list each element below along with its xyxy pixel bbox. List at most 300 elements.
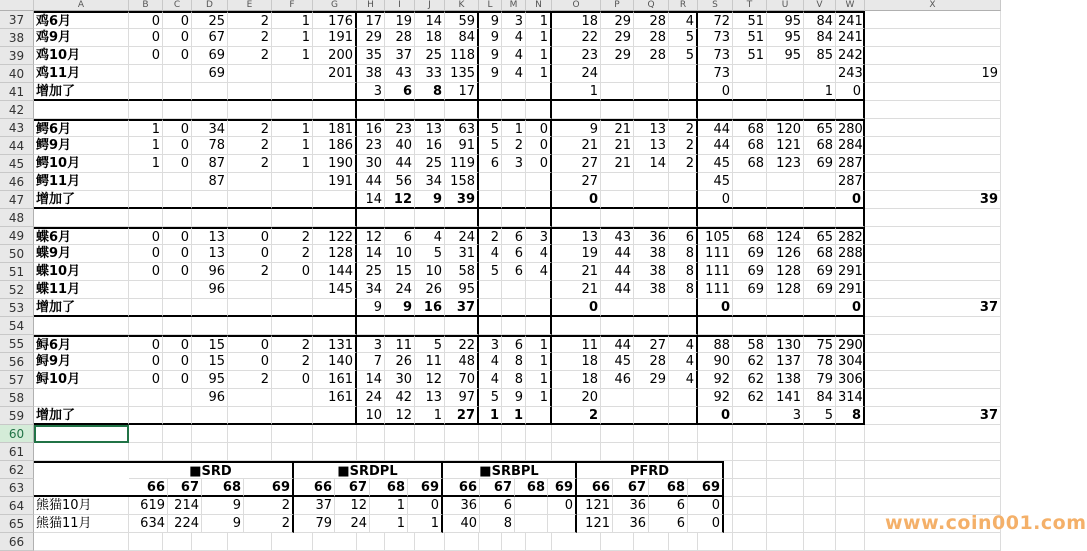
- cell-g57[interactable]: 161: [313, 371, 357, 389]
- cell-v48[interactable]: [804, 209, 836, 227]
- cell-o41[interactable]: 1: [552, 83, 601, 101]
- cell-f52[interactable]: [272, 281, 313, 299]
- cell-c60[interactable]: [163, 425, 192, 443]
- cell-v58[interactable]: 84: [804, 389, 836, 407]
- cell-x57[interactable]: [865, 371, 1001, 389]
- cell-l49[interactable]: 2: [479, 227, 502, 245]
- cell-g41[interactable]: [313, 83, 357, 101]
- cell-d42[interactable]: [192, 101, 228, 119]
- cell-m44[interactable]: 2: [502, 137, 526, 155]
- cell-l46[interactable]: [479, 173, 502, 191]
- cell-l55[interactable]: 3: [479, 335, 502, 353]
- cell-l47[interactable]: [479, 191, 502, 209]
- cell-q49[interactable]: 36: [634, 227, 669, 245]
- cell-o52[interactable]: 21: [552, 281, 601, 299]
- cell-g42[interactable]: [313, 101, 357, 119]
- cell-k39[interactable]: 118: [445, 47, 479, 65]
- cell-i43[interactable]: 23: [385, 119, 415, 137]
- cell-w55[interactable]: 290: [836, 335, 865, 353]
- cell-i51[interactable]: 15: [385, 263, 415, 281]
- cell-g51[interactable]: 144: [313, 263, 357, 281]
- cell-g58[interactable]: 161: [313, 389, 357, 407]
- cell-c57[interactable]: 0: [163, 371, 192, 389]
- cell-q46[interactable]: [634, 173, 669, 191]
- cell-b54[interactable]: [129, 317, 163, 335]
- cell-c50[interactable]: 0: [163, 245, 192, 263]
- cell-u60[interactable]: [767, 425, 804, 443]
- cell-x39[interactable]: [865, 47, 1001, 65]
- cell-k66[interactable]: [445, 533, 479, 551]
- cell-n43[interactable]: 0: [526, 119, 552, 137]
- cell-w56[interactable]: 304: [836, 353, 865, 371]
- select-all-corner[interactable]: [0, 0, 34, 11]
- cell-e58[interactable]: [228, 389, 272, 407]
- cell-h46[interactable]: 44: [357, 173, 385, 191]
- cell-c55[interactable]: 0: [163, 335, 192, 353]
- cell-u56[interactable]: 137: [767, 353, 804, 371]
- cell-g39[interactable]: 200: [313, 47, 357, 65]
- cell-s51[interactable]: 111: [698, 263, 733, 281]
- cell-u65[interactable]: [767, 515, 804, 533]
- cell-f37[interactable]: 1: [272, 11, 313, 29]
- cell-x49[interactable]: [865, 227, 1001, 245]
- row-header-51[interactable]: 51: [0, 263, 34, 281]
- column-header-h[interactable]: H: [357, 0, 385, 11]
- cell-t53[interactable]: [733, 299, 767, 317]
- cell-t41[interactable]: [733, 83, 767, 101]
- cell-v62[interactable]: [804, 461, 836, 479]
- cell-o61[interactable]: [552, 443, 601, 461]
- cell-e43[interactable]: 2: [228, 119, 272, 137]
- cell-e50[interactable]: 0: [228, 245, 272, 263]
- row-header-61[interactable]: 61: [0, 443, 34, 461]
- cell-m41[interactable]: [502, 83, 526, 101]
- row-header-62[interactable]: 62: [0, 461, 34, 479]
- cell-l39[interactable]: 9: [479, 47, 502, 65]
- cell-b61[interactable]: [129, 443, 163, 461]
- cell-q53[interactable]: [634, 299, 669, 317]
- cell-o54[interactable]: [552, 317, 601, 335]
- cell-b45[interactable]: 1: [129, 155, 163, 173]
- cell-b51[interactable]: 0: [129, 263, 163, 281]
- cell-q50[interactable]: 38: [634, 245, 669, 263]
- cell-j42[interactable]: [415, 101, 445, 119]
- cell-o57[interactable]: 18: [552, 371, 601, 389]
- cell-o43[interactable]: 9: [552, 119, 601, 137]
- column-header-w[interactable]: W: [836, 0, 865, 11]
- cell-u49[interactable]: 124: [767, 227, 804, 245]
- cell-v52[interactable]: 69: [804, 281, 836, 299]
- cell-b42[interactable]: [129, 101, 163, 119]
- cell-d44[interactable]: 78: [192, 137, 228, 155]
- row-header-37[interactable]: 37: [0, 11, 34, 29]
- column-header-j[interactable]: J: [415, 0, 445, 11]
- cell-i58[interactable]: 42: [385, 389, 415, 407]
- cell-n39[interactable]: 1: [526, 47, 552, 65]
- cell-l57[interactable]: 4: [479, 371, 502, 389]
- cell-l61[interactable]: [479, 443, 502, 461]
- cell-m56[interactable]: 8: [502, 353, 526, 371]
- cell-u51[interactable]: 128: [767, 263, 804, 281]
- cell-r52[interactable]: 8: [669, 281, 698, 299]
- cell-s47[interactable]: 0: [698, 191, 733, 209]
- cell-c52[interactable]: [163, 281, 192, 299]
- cell-c44[interactable]: 0: [163, 137, 192, 155]
- cell-d57[interactable]: 95: [192, 371, 228, 389]
- cell-e55[interactable]: 0: [228, 335, 272, 353]
- cell-o53[interactable]: 0: [552, 299, 601, 317]
- cell-n41[interactable]: [526, 83, 552, 101]
- cell-m54[interactable]: [502, 317, 526, 335]
- cell-l59[interactable]: 1: [479, 407, 502, 425]
- cell-w46[interactable]: 287: [836, 173, 865, 191]
- cell-k54[interactable]: [445, 317, 479, 335]
- cell-r51[interactable]: 8: [669, 263, 698, 281]
- cell-b55[interactable]: 0: [129, 335, 163, 353]
- row-header-42[interactable]: 42: [0, 101, 34, 119]
- cell-u53[interactable]: [767, 299, 804, 317]
- cell-a39[interactable]: 鸡10月: [34, 47, 129, 65]
- cell-x45[interactable]: [865, 155, 1001, 173]
- cell-q54[interactable]: [634, 317, 669, 335]
- cell-f66[interactable]: [272, 533, 313, 551]
- cell-k47[interactable]: 39: [445, 191, 479, 209]
- cell-i41[interactable]: 6: [385, 83, 415, 101]
- cell-o47[interactable]: 0: [552, 191, 601, 209]
- cell-w62[interactable]: [836, 461, 865, 479]
- cell-x37[interactable]: [865, 11, 1001, 29]
- cell-x58[interactable]: [865, 389, 1001, 407]
- column-header-d[interactable]: D: [192, 0, 228, 11]
- cell-w54[interactable]: [836, 317, 865, 335]
- cell-p47[interactable]: [601, 191, 634, 209]
- cell-o39[interactable]: 23: [552, 47, 601, 65]
- cell-r39[interactable]: 5: [669, 47, 698, 65]
- cell-j51[interactable]: 10: [415, 263, 445, 281]
- cell-w42[interactable]: [836, 101, 865, 119]
- cell-j44[interactable]: 16: [415, 137, 445, 155]
- cell-l56[interactable]: 4: [479, 353, 502, 371]
- cell-q56[interactable]: 28: [634, 353, 669, 371]
- cell-x42[interactable]: [865, 101, 1001, 119]
- cell-m61[interactable]: [502, 443, 526, 461]
- cell-b40[interactable]: [129, 65, 163, 83]
- cell-w47[interactable]: 0: [836, 191, 865, 209]
- cell-w50[interactable]: 288: [836, 245, 865, 263]
- cell-x40[interactable]: 19: [865, 65, 1001, 83]
- cell-n44[interactable]: 0: [526, 137, 552, 155]
- cell-i49[interactable]: 6: [385, 227, 415, 245]
- cell-m51[interactable]: 6: [502, 263, 526, 281]
- cell-p46[interactable]: [601, 173, 634, 191]
- cell-s38[interactable]: 73: [698, 29, 733, 47]
- cell-e53[interactable]: [228, 299, 272, 317]
- cell-l50[interactable]: 4: [479, 245, 502, 263]
- cell-j52[interactable]: 26: [415, 281, 445, 299]
- cell-p44[interactable]: 21: [601, 137, 634, 155]
- cell-q48[interactable]: [634, 209, 669, 227]
- cell-a43[interactable]: 鳄6月: [34, 119, 129, 137]
- cell-q41[interactable]: [634, 83, 669, 101]
- cell-o60[interactable]: [552, 425, 601, 443]
- column-header-u[interactable]: U: [767, 0, 804, 11]
- cell-f61[interactable]: [272, 443, 313, 461]
- cell-m49[interactable]: 6: [502, 227, 526, 245]
- cell-j53[interactable]: 16: [415, 299, 445, 317]
- cell-q42[interactable]: [634, 101, 669, 119]
- cell-x48[interactable]: [865, 209, 1001, 227]
- cell-h58[interactable]: 24: [357, 389, 385, 407]
- cell-x46[interactable]: [865, 173, 1001, 191]
- cell-h52[interactable]: 34: [357, 281, 385, 299]
- cell-g46[interactable]: 191: [313, 173, 357, 191]
- cell-u39[interactable]: 95: [767, 47, 804, 65]
- cell-i47[interactable]: 12: [385, 191, 415, 209]
- cell-m60[interactable]: [502, 425, 526, 443]
- cell-p48[interactable]: [601, 209, 634, 227]
- cell-f53[interactable]: [272, 299, 313, 317]
- cell-p50[interactable]: 44: [601, 245, 634, 263]
- cell-s50[interactable]: 111: [698, 245, 733, 263]
- cell-a46[interactable]: 鳄11月: [34, 173, 129, 191]
- cell-e66[interactable]: [228, 533, 272, 551]
- cell-b37[interactable]: 0: [129, 11, 163, 29]
- cell-v61[interactable]: [804, 443, 836, 461]
- cell-b49[interactable]: 0: [129, 227, 163, 245]
- cell-i39[interactable]: 37: [385, 47, 415, 65]
- cell-v45[interactable]: 69: [804, 155, 836, 173]
- cell-q55[interactable]: 27: [634, 335, 669, 353]
- cell-c59[interactable]: [163, 407, 192, 425]
- cell-n57[interactable]: 1: [526, 371, 552, 389]
- cell-s49[interactable]: 105: [698, 227, 733, 245]
- cell-s45[interactable]: 45: [698, 155, 733, 173]
- cell-l53[interactable]: [479, 299, 502, 317]
- cell-a48[interactable]: [34, 209, 129, 227]
- cell-l41[interactable]: [479, 83, 502, 101]
- cell-p66[interactable]: [601, 533, 634, 551]
- cell-u59[interactable]: 3: [767, 407, 804, 425]
- cell-o50[interactable]: 19: [552, 245, 601, 263]
- cell-n60[interactable]: [526, 425, 552, 443]
- cell-a51[interactable]: 蝶10月: [34, 263, 129, 281]
- cell-b38[interactable]: 0: [129, 29, 163, 47]
- cell-b66[interactable]: [129, 533, 163, 551]
- cell-o56[interactable]: 18: [552, 353, 601, 371]
- cell-v57[interactable]: 79: [804, 371, 836, 389]
- cell-r58[interactable]: [669, 389, 698, 407]
- column-header-r[interactable]: R: [669, 0, 698, 11]
- row-header-55[interactable]: 55: [0, 335, 34, 353]
- cell-k37[interactable]: 59: [445, 11, 479, 29]
- cell-q43[interactable]: 13: [634, 119, 669, 137]
- cell-m42[interactable]: [502, 101, 526, 119]
- cell-a58[interactable]: [34, 389, 129, 407]
- cell-t38[interactable]: 51: [733, 29, 767, 47]
- cell-n59[interactable]: [526, 407, 552, 425]
- cell-w64[interactable]: [836, 497, 865, 515]
- cell-t56[interactable]: 62: [733, 353, 767, 371]
- cell-p55[interactable]: 44: [601, 335, 634, 353]
- column-header-t[interactable]: T: [733, 0, 767, 11]
- cell-v50[interactable]: 68: [804, 245, 836, 263]
- cell-n37[interactable]: 1: [526, 11, 552, 29]
- cell-h59[interactable]: 10: [357, 407, 385, 425]
- cell-h61[interactable]: [357, 443, 385, 461]
- cell-f56[interactable]: 2: [272, 353, 313, 371]
- cell-q59[interactable]: [634, 407, 669, 425]
- cell-p54[interactable]: [601, 317, 634, 335]
- cell-h50[interactable]: 14: [357, 245, 385, 263]
- cell-v63[interactable]: [804, 479, 836, 497]
- cell-p61[interactable]: [601, 443, 634, 461]
- cell-v41[interactable]: 1: [804, 83, 836, 101]
- cell-w48[interactable]: [836, 209, 865, 227]
- cell-m47[interactable]: [502, 191, 526, 209]
- cell-q45[interactable]: 14: [634, 155, 669, 173]
- cell-t39[interactable]: 51: [733, 47, 767, 65]
- cell-c66[interactable]: [163, 533, 192, 551]
- cell-p43[interactable]: 21: [601, 119, 634, 137]
- cell-l43[interactable]: 5: [479, 119, 502, 137]
- cell-o49[interactable]: 13: [552, 227, 601, 245]
- cell-t44[interactable]: 68: [733, 137, 767, 155]
- cell-u58[interactable]: 141: [767, 389, 804, 407]
- cell-w51[interactable]: 291: [836, 263, 865, 281]
- row-header-66[interactable]: 66: [0, 533, 34, 551]
- cell-x54[interactable]: [865, 317, 1001, 335]
- cell-w59[interactable]: 8: [836, 407, 865, 425]
- cell-h43[interactable]: 16: [357, 119, 385, 137]
- cell-d61[interactable]: [192, 443, 228, 461]
- cell-q37[interactable]: 28: [634, 11, 669, 29]
- cell-f46[interactable]: [272, 173, 313, 191]
- cell-c46[interactable]: [163, 173, 192, 191]
- cell-l66[interactable]: [479, 533, 502, 551]
- cell-v43[interactable]: 65: [804, 119, 836, 137]
- cell-o58[interactable]: 20: [552, 389, 601, 407]
- cell-x38[interactable]: [865, 29, 1001, 47]
- cell-p57[interactable]: 46: [601, 371, 634, 389]
- cell-i48[interactable]: [385, 209, 415, 227]
- cell-u37[interactable]: 95: [767, 11, 804, 29]
- cell-c58[interactable]: [163, 389, 192, 407]
- cell-g56[interactable]: 140: [313, 353, 357, 371]
- cell-n53[interactable]: [526, 299, 552, 317]
- cell-x55[interactable]: [865, 335, 1001, 353]
- cell-w58[interactable]: 314: [836, 389, 865, 407]
- column-header-k[interactable]: K: [445, 0, 479, 11]
- cell-e60[interactable]: [228, 425, 272, 443]
- cell-g55[interactable]: 131: [313, 335, 357, 353]
- cell-r59[interactable]: [669, 407, 698, 425]
- cell-h49[interactable]: 12: [357, 227, 385, 245]
- cell-o38[interactable]: 22: [552, 29, 601, 47]
- cell-r66[interactable]: [669, 533, 698, 551]
- cell-v51[interactable]: 69: [804, 263, 836, 281]
- cell-i38[interactable]: 28: [385, 29, 415, 47]
- cell-w37[interactable]: 241: [836, 11, 865, 29]
- cell-j38[interactable]: 18: [415, 29, 445, 47]
- cell-v42[interactable]: [804, 101, 836, 119]
- cell-w38[interactable]: 241: [836, 29, 865, 47]
- cell-p51[interactable]: 44: [601, 263, 634, 281]
- cell-b60[interactable]: [129, 425, 163, 443]
- cell-d58[interactable]: 96: [192, 389, 228, 407]
- cell-r48[interactable]: [669, 209, 698, 227]
- cell-t62[interactable]: [733, 461, 767, 479]
- cell-f51[interactable]: 0: [272, 263, 313, 281]
- cell-a54[interactable]: [34, 317, 129, 335]
- cell-e57[interactable]: 2: [228, 371, 272, 389]
- cell-s58[interactable]: 92: [698, 389, 733, 407]
- cell-r57[interactable]: 4: [669, 371, 698, 389]
- cell-f43[interactable]: 1: [272, 119, 313, 137]
- cell-p38[interactable]: 29: [601, 29, 634, 47]
- cell-h37[interactable]: 17: [357, 11, 385, 29]
- cell-c42[interactable]: [163, 101, 192, 119]
- cell-q39[interactable]: 28: [634, 47, 669, 65]
- cell-g53[interactable]: [313, 299, 357, 317]
- cell-i57[interactable]: 30: [385, 371, 415, 389]
- cell-g38[interactable]: 191: [313, 29, 357, 47]
- cell-e41[interactable]: [228, 83, 272, 101]
- cell-r44[interactable]: 2: [669, 137, 698, 155]
- cell-t42[interactable]: [733, 101, 767, 119]
- cell-k43[interactable]: 63: [445, 119, 479, 137]
- cell-t65[interactable]: [733, 515, 767, 533]
- cell-x63[interactable]: [865, 479, 1001, 497]
- cell-i50[interactable]: 10: [385, 245, 415, 263]
- row-header-43[interactable]: 43: [0, 119, 34, 137]
- cell-s56[interactable]: 90: [698, 353, 733, 371]
- cell-n49[interactable]: 3: [526, 227, 552, 245]
- cell-h48[interactable]: [357, 209, 385, 227]
- cell-u48[interactable]: [767, 209, 804, 227]
- cell-q57[interactable]: 29: [634, 371, 669, 389]
- cell-g40[interactable]: 201: [313, 65, 357, 83]
- cell-v44[interactable]: 68: [804, 137, 836, 155]
- cell-o51[interactable]: 21: [552, 263, 601, 281]
- cell-f45[interactable]: 1: [272, 155, 313, 173]
- cell-k40[interactable]: 135: [445, 65, 479, 83]
- cell-r42[interactable]: [669, 101, 698, 119]
- cell-n40[interactable]: 1: [526, 65, 552, 83]
- cell-e52[interactable]: [228, 281, 272, 299]
- cell-s48[interactable]: [698, 209, 733, 227]
- cell-d46[interactable]: 87: [192, 173, 228, 191]
- cell-w66[interactable]: [836, 533, 865, 551]
- cell-e39[interactable]: 2: [228, 47, 272, 65]
- cell-l51[interactable]: 5: [479, 263, 502, 281]
- cell-m46[interactable]: [502, 173, 526, 191]
- cell-t64[interactable]: [733, 497, 767, 515]
- cell-n47[interactable]: [526, 191, 552, 209]
- cell-i52[interactable]: 24: [385, 281, 415, 299]
- column-header-e[interactable]: E: [228, 0, 272, 11]
- cell-l42[interactable]: [479, 101, 502, 119]
- cell-a50[interactable]: 蝶9月: [34, 245, 129, 263]
- column-header-i[interactable]: I: [385, 0, 415, 11]
- cell-n55[interactable]: 1: [526, 335, 552, 353]
- cell-d60[interactable]: [192, 425, 228, 443]
- cell-c61[interactable]: [163, 443, 192, 461]
- cell-h60[interactable]: [357, 425, 385, 443]
- cell-d56[interactable]: 15: [192, 353, 228, 371]
- cell-r55[interactable]: 4: [669, 335, 698, 353]
- cell-u42[interactable]: [767, 101, 804, 119]
- cell-r56[interactable]: 4: [669, 353, 698, 371]
